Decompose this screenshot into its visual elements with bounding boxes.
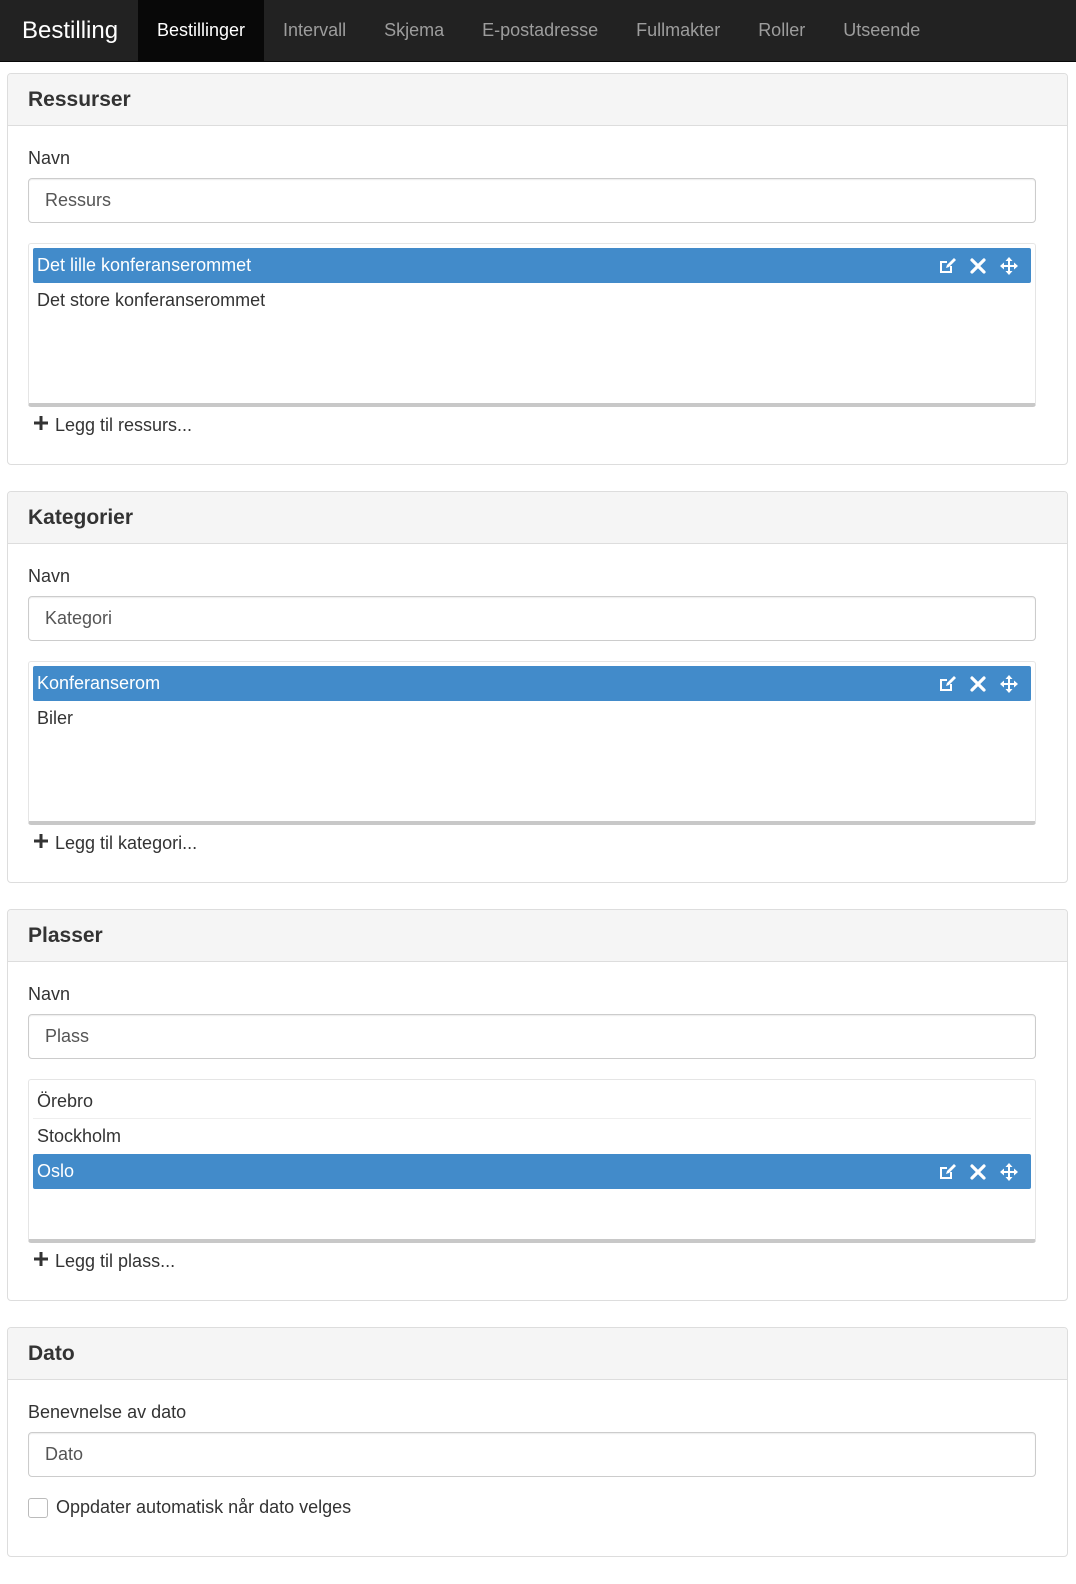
kategorier-title: Kategorier [8, 492, 1067, 544]
edit-icon[interactable] [937, 1162, 957, 1182]
add-plass-label: Legg til plass... [55, 1251, 176, 1271]
edit-icon[interactable] [937, 674, 957, 694]
ressurser-name-input[interactable] [28, 178, 1036, 223]
dato-panel [7, 1327, 1068, 1557]
plasser-item-label: Örebro [37, 1090, 94, 1111]
ressurser-panel [7, 73, 1068, 465]
ressurser-name-label: Navn [28, 148, 71, 168]
plasser-item-label: Oslo [37, 1161, 75, 1181]
ressurser-item-label: Det store konferanserommet [37, 290, 266, 310]
top-navbar [0, 0, 1076, 62]
plasser-list-item[interactable] [33, 1119, 1031, 1154]
kategorier-list [28, 661, 1036, 825]
nav-tab-utseende[interactable]: Utseende [843, 20, 921, 40]
ressurser-list-item[interactable] [33, 248, 1031, 283]
kategorier-item-label: Konferanserom [37, 673, 161, 693]
dato-name-label: Benevnelse av dato [28, 1402, 187, 1422]
auto-update-checkbox[interactable] [28, 1498, 48, 1518]
plasser-list-item[interactable] [33, 1084, 1031, 1119]
auto-update-checkbox-row[interactable] [28, 1497, 351, 1518]
add-kategori-link[interactable] [33, 833, 197, 854]
plasser-list [28, 1079, 1036, 1243]
plasser-title: Plasser [8, 910, 1067, 962]
auto-update-label: Oppdater automatisk når dato velges [56, 1497, 352, 1517]
remove-icon[interactable] [969, 675, 987, 693]
move-icon[interactable] [999, 256, 1019, 276]
nav-tab-skjema[interactable]: Skjema [384, 20, 445, 40]
kategorier-list-item[interactable] [33, 701, 1031, 736]
plus-icon [33, 1251, 49, 1272]
ressurser-list [28, 243, 1036, 407]
nav-tab-fullmakter[interactable]: Fullmakter [636, 20, 721, 40]
brand-title[interactable]: Bestilling [22, 16, 119, 44]
nav-tab-roller[interactable]: Roller [758, 20, 806, 40]
kategorier-list-item[interactable] [33, 666, 1031, 701]
add-ressurs-link[interactable] [33, 415, 192, 436]
dato-name-input[interactable] [28, 1432, 1036, 1477]
move-icon[interactable] [999, 674, 1019, 694]
add-kategori-label: Legg til kategori... [55, 833, 198, 853]
kategorier-item-label: Biler [37, 708, 74, 728]
nav-tab-e-postadresse[interactable]: E-postadresse [482, 20, 599, 40]
plus-icon [33, 415, 49, 436]
plus-icon [33, 833, 49, 854]
edit-icon[interactable] [937, 256, 957, 276]
dato-title: Dato [8, 1328, 1067, 1380]
remove-icon[interactable] [969, 1163, 987, 1181]
plasser-name-input[interactable] [28, 1014, 1036, 1059]
ressurser-title: Ressurser [8, 74, 1067, 126]
plasser-item-label: Stockholm [37, 1126, 122, 1146]
plasser-list-item[interactable] [33, 1154, 1031, 1189]
kategorier-panel [7, 491, 1068, 883]
plasser-panel [7, 909, 1068, 1301]
move-icon[interactable] [999, 1162, 1019, 1182]
kategorier-name-input[interactable] [28, 596, 1036, 641]
ressurser-item-label: Det lille konferanserommet [37, 255, 252, 275]
nav-tab-bestillinger[interactable]: Bestillinger [138, 0, 264, 61]
add-plass-link[interactable] [33, 1251, 175, 1272]
remove-icon[interactable] [969, 257, 987, 275]
add-ressurs-label: Legg til ressurs... [55, 415, 193, 435]
ressurser-list-item[interactable] [33, 283, 1031, 318]
kategorier-name-label: Navn [28, 566, 71, 586]
nav-tab-intervall[interactable]: Intervall [283, 20, 347, 40]
plasser-name-label: Navn [28, 984, 71, 1004]
